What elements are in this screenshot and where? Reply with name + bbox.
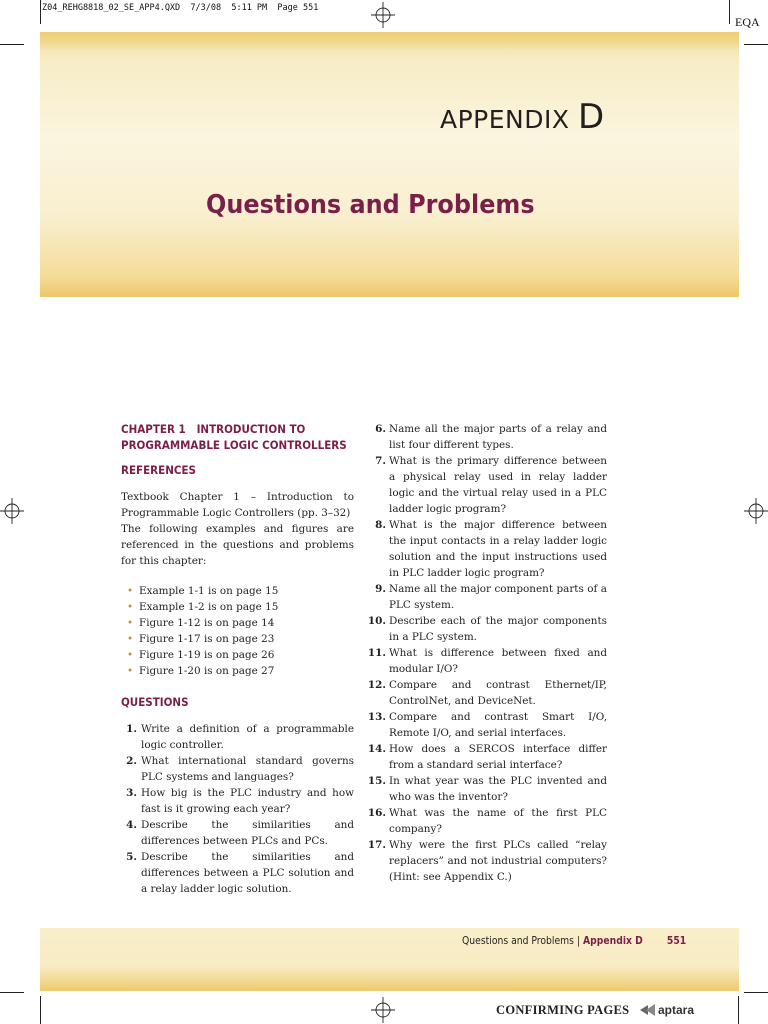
crop-mark <box>40 996 41 1024</box>
question-text: What is the major difference between the input contacts in a relay ladder logic solution and the input instructions used in PLC ladder logic program? <box>389 519 607 579</box>
question-item <box>121 753 354 785</box>
question-item <box>366 773 607 805</box>
reference-text: Example 1-1 is on page 15 <box>139 585 279 597</box>
reference-paragraph: The following examples and figures are referenced in the questions and problems for this chapter: <box>121 523 354 567</box>
appendix-letter: D <box>577 97 605 137</box>
crop-mark <box>0 992 24 993</box>
question-number: 13. <box>367 711 386 723</box>
title-banner <box>40 32 739 297</box>
question-text: Compare and contrast Smart I/O, Remote I/O, and serial interfaces. <box>389 711 607 739</box>
question-item <box>366 741 607 773</box>
question-text: What is difference between fixed and modular I/O? <box>389 647 607 675</box>
footer-separator: | <box>576 935 581 947</box>
question-text: What is the primary difference between a physical relay used in relay ladder logic and the virtual relay used in a PLC ladder logic program? <box>389 455 607 515</box>
registration-target-icon <box>371 2 395 28</box>
question-number: 10. <box>367 615 386 627</box>
reference-item <box>127 615 354 631</box>
question-number: 3. <box>126 787 137 799</box>
bullet-icon: • <box>127 601 134 613</box>
question-item <box>366 677 607 709</box>
bullet-icon: • <box>127 585 134 597</box>
reference-text: Example 1-2 is on page 15 <box>139 601 279 613</box>
question-text: Name all the major component parts of a PLC system. <box>389 583 607 611</box>
bullet-icon: • <box>127 665 134 677</box>
question-number: 17. <box>367 839 386 851</box>
question-text: How does a SERCOS interface differ from a standard serial interface? <box>389 743 607 771</box>
chapter-heading-line2: PROGRAMMABLE LOGIC CONTROLLERS <box>121 438 347 452</box>
question-number: 6. <box>375 423 386 435</box>
question-text: Compare and contrast Ethernet/IP, ControlNet, and DeviceNet. <box>389 679 607 707</box>
reference-item <box>127 631 354 647</box>
question-item <box>366 709 607 741</box>
crop-mark <box>744 44 768 45</box>
reference-item <box>127 663 354 679</box>
footer-appendix: Appendix D <box>583 935 643 947</box>
reference-text: Figure 1-20 is on page 27 <box>139 665 275 677</box>
question-number: 7. <box>375 455 386 467</box>
running-footer <box>462 935 686 947</box>
reference-text: Figure 1-17 is on page 23 <box>139 633 275 645</box>
confirming-pages-label: CONFIRMING PAGES <box>496 1003 630 1017</box>
reference-item <box>127 599 354 615</box>
question-item <box>366 837 607 885</box>
question-text: Write a definition of a programmable logic controller. <box>141 723 354 751</box>
question-number: 1. <box>126 723 137 735</box>
question-number: 4. <box>126 819 137 831</box>
reference-text: Figure 1-19 is on page 26 <box>139 649 275 661</box>
question-item <box>366 581 607 613</box>
question-item <box>366 421 607 453</box>
page-number: 551 <box>666 935 687 947</box>
bullet-icon: • <box>127 633 134 645</box>
aptara-logo-icon <box>640 1004 656 1016</box>
reference-item <box>127 647 354 663</box>
right-column <box>366 421 607 885</box>
question-number: 9. <box>375 583 386 595</box>
question-item <box>366 613 607 645</box>
registration-target-icon <box>371 997 395 1023</box>
question-item <box>121 785 354 817</box>
crop-mark <box>40 0 41 24</box>
registration-target-icon <box>0 498 24 524</box>
question-number: 11. <box>367 647 386 659</box>
registration-target-icon <box>744 498 768 524</box>
footer-section: Questions and Problems <box>462 935 574 947</box>
question-number: 15. <box>367 775 386 787</box>
bullet-icon: • <box>127 649 134 661</box>
question-text: How big is the PLC industry and how fast is it growing each year? <box>141 787 354 815</box>
question-number: 16. <box>367 807 386 819</box>
question-text: Why were the first PLCs called “relay replacers” and not industrial computers? (Hint: see Appendix C.) <box>389 839 607 883</box>
corner-mark: EQA <box>735 15 760 29</box>
brand-name: aptara <box>658 1003 695 1017</box>
questions-heading: QUESTIONS <box>121 695 189 709</box>
question-item <box>121 849 354 897</box>
reference-paragraph: Textbook Chapter 1 – Introduction to Programmable Logic Controllers (pp. 3–32) <box>121 491 354 519</box>
crop-mark <box>0 44 24 45</box>
question-number: 5. <box>126 851 137 863</box>
question-list <box>121 721 354 897</box>
question-item <box>121 817 354 849</box>
question-item <box>366 453 607 517</box>
crop-mark <box>729 0 730 24</box>
question-list <box>366 421 607 885</box>
question-item <box>366 805 607 837</box>
chapter-heading <box>121 421 355 453</box>
question-text: Describe each of the major components in a PLC system. <box>389 615 607 643</box>
reference-list <box>121 583 354 679</box>
file-slug: Z04_REHG8818_02_SE_APP4.QXD 7/3/08 5:11 PM Page 551 <box>42 3 319 13</box>
left-column <box>121 421 354 897</box>
bullet-icon: • <box>127 617 134 629</box>
question-item <box>366 517 607 581</box>
question-item <box>366 645 607 677</box>
question-number: 8. <box>375 519 386 531</box>
page-title: Questions and Problems <box>206 190 535 220</box>
crop-mark <box>744 992 768 993</box>
chapter-heading-line1: CHAPTER 1 INTRODUCTION TO <box>121 422 306 436</box>
appendix-label <box>440 97 605 137</box>
appendix-word: APPENDIX <box>440 105 570 134</box>
question-text: Describe the similarities and differences between PLCs and PCs. <box>141 819 354 847</box>
question-text: What was the name of the first PLC company? <box>389 807 607 835</box>
question-text: What international standard governs PLC systems and languages? <box>141 755 354 783</box>
question-number: 2. <box>126 755 137 767</box>
question-text: Describe the similarities and differences between a PLC solution and a relay ladder logic solution. <box>141 851 354 895</box>
question-text: In what year was the PLC invented and who was the inventor? <box>389 775 607 803</box>
question-number: 12. <box>367 679 386 691</box>
question-item <box>121 721 354 753</box>
reference-item <box>127 583 354 599</box>
crop-mark <box>738 996 739 1024</box>
question-number: 14. <box>367 743 386 755</box>
question-text: Name all the major parts of a relay and list four different types. <box>389 423 607 451</box>
reference-text: Figure 1-12 is on page 14 <box>139 617 275 629</box>
references-heading: REFERENCES <box>121 463 197 477</box>
